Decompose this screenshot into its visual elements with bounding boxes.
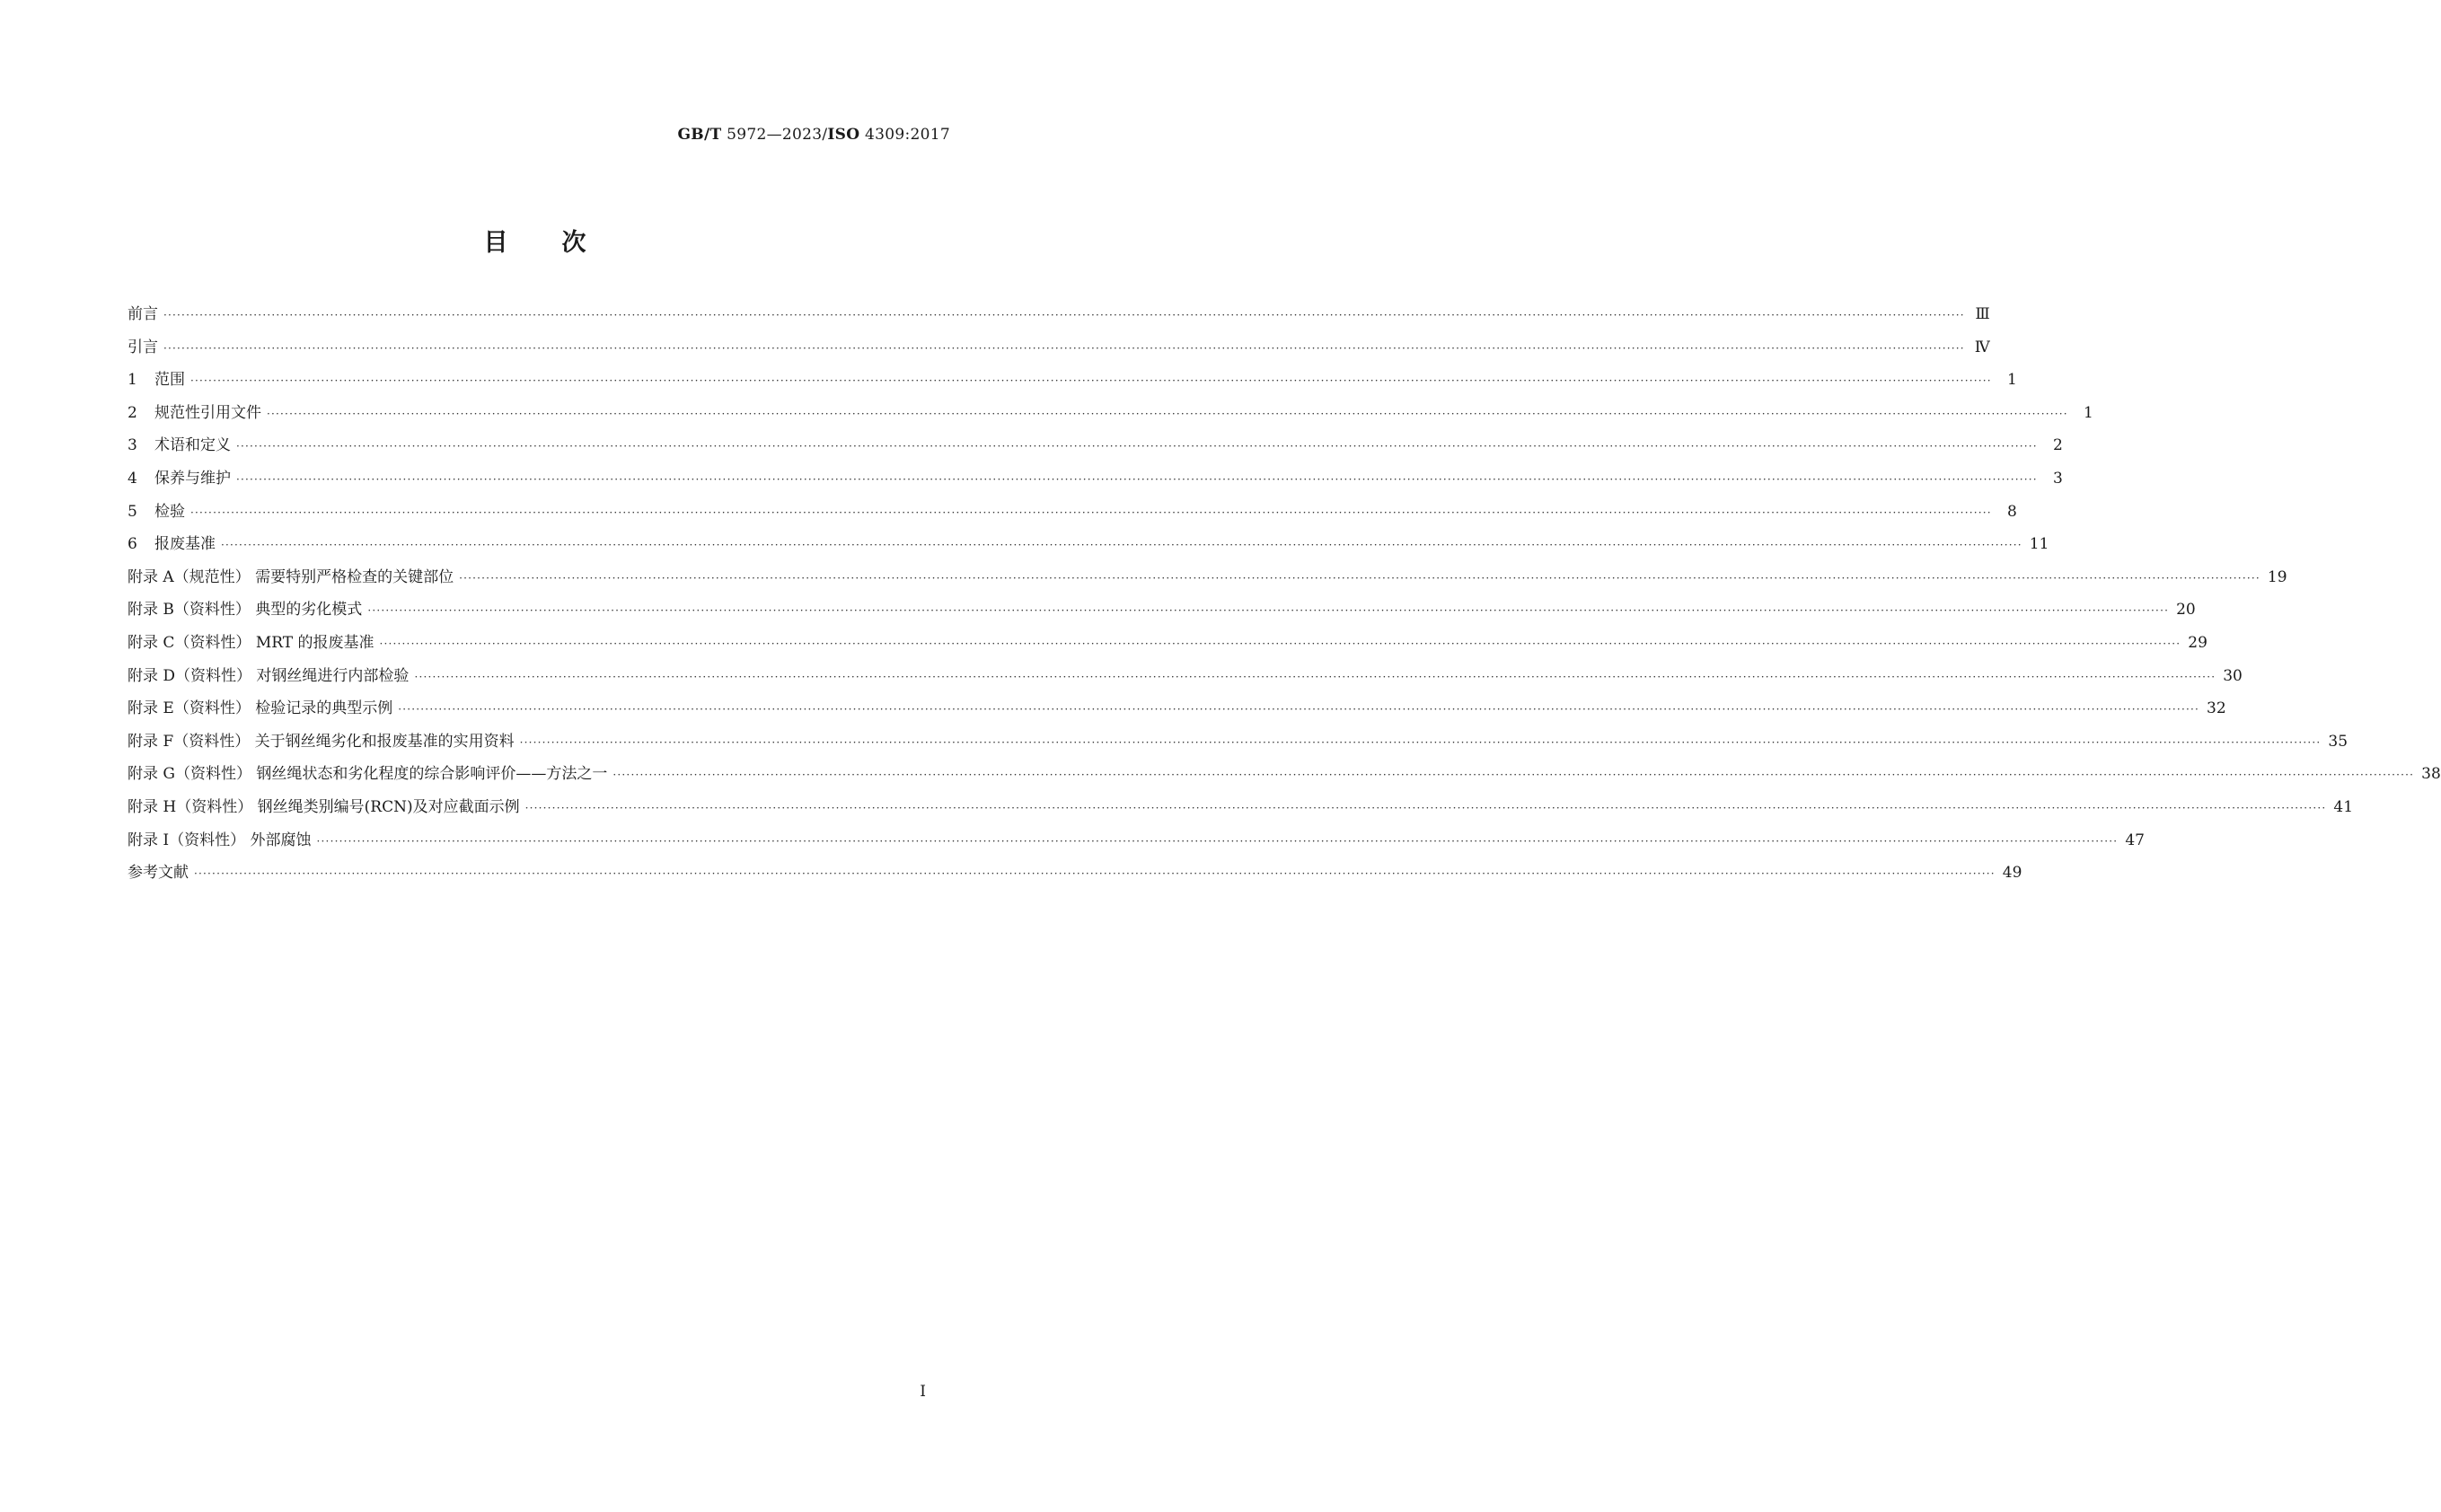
toc-entry-number: 4 [128,469,137,488]
toc-entry-page: 11 [2029,535,2049,554]
toc-entry-title: 报废基准 [154,535,216,554]
toc-entry-title: 规范性引用文件 [154,403,261,422]
toc-entry-title: 附录 A（规范性） 需要特别严格检查的关键部位 [128,567,454,586]
toc-leader-dots: ················································································································································································································································································································································································································ [163,341,1965,355]
toc-entry[interactable] [128,596,2196,629]
toc-entry-page: 49 [2002,864,2022,883]
toc-entry-page: 19 [2267,567,2287,586]
toc-leader-dots: ················································································································································································································································································································································································································ [236,440,2038,453]
toc-leader-dots: ················································································································································································································································································································································································································ [459,571,2260,585]
toc-leader-dots: ················································································································································································································································································································································································································ [367,604,2170,618]
toc-entry-label [128,366,190,389]
toc-leader-dots: ················································································································································································································································································································································································································ [236,472,2038,486]
toc-entry-page: 1 [2083,403,2093,422]
toc-entry-title: 前言 [128,305,158,323]
toc-entry-label [128,794,525,816]
toc-entry-page: Ⅳ [1974,338,1990,356]
toc-entry-number: 5 [128,502,137,521]
toc-entry[interactable] [128,366,2017,400]
toc-entry[interactable] [128,859,2022,892]
toc-entry-page: 38 [2421,765,2441,784]
toc-entry[interactable] [128,827,2145,860]
toc-entry[interactable] [128,400,2093,433]
toc-entry-label [128,695,398,717]
toc-entry[interactable] [128,695,2226,728]
toc-entry-label [128,827,317,849]
toc-entry-label [128,334,163,356]
toc-entry[interactable] [128,794,2354,827]
standard-code [677,126,950,144]
toc-entry[interactable] [128,432,2063,465]
toc-entry-page: 41 [2333,797,2354,816]
standard-code-body: 5972—2023/ [721,126,828,144]
toc-leader-dots: ················································································································································································································································································································································································································ [519,735,2322,749]
toc-leader-dots: ················································································································································································································································································································································································································ [612,769,2415,782]
toc-entry-title: 保养与维护 [154,469,231,488]
toc-entry-page: 2 [2052,436,2063,455]
toc-entry-title: 附录 F（资料性） 关于钢丝绳劣化和报废基准的实用资料 [128,732,515,751]
toc-leader-dots: ················································································································································································································································································································································································································ [163,309,1965,321]
toc-leader-dots: ················································································································································································································································································································································································································ [316,834,2119,848]
page-title: 目次 [483,229,640,257]
toc-entry[interactable] [128,334,1990,367]
toc-entry-page: 3 [2052,469,2063,488]
toc-entry[interactable] [128,498,2017,532]
standard-code-prefix: GB/T [677,126,722,144]
toc-entry-label [128,596,367,619]
toc-entry-number: 6 [128,535,137,554]
toc-entry-page: 30 [2223,666,2243,685]
toc-entry-title: 检验 [154,502,185,521]
table-of-contents [128,301,2441,892]
toc-entry-label [128,629,379,652]
toc-entry-label [128,859,194,882]
toc-entry-label [128,400,267,422]
toc-entry[interactable] [128,760,2441,794]
toc-entry[interactable] [128,531,2049,564]
toc-entry-title: 附录 I（资料性） 外部腐蚀 [128,831,312,849]
toc-entry[interactable] [128,301,1990,334]
standard-code-iso: ISO [827,126,860,144]
toc-entry-number: 2 [128,403,137,422]
toc-entry-title: 参考文献 [128,864,189,883]
toc-entry-title: 附录 B（资料性） 典型的劣化模式 [128,601,363,620]
toc-entry-title: 术语和定义 [154,436,231,455]
toc-entry-label [128,760,612,783]
toc-leader-dots: ················································································································································································································································································································································································································ [524,801,2327,814]
toc-entry-label [128,465,236,488]
toc-entry[interactable] [128,564,2287,597]
toc-entry-label [128,663,414,685]
toc-entry-label [128,432,236,454]
toc-leader-dots: ················································································································································································································································································································································································································ [190,505,1992,519]
standard-code-iso-number: 4309:2017 [859,126,950,144]
toc-leader-dots: ················································································································································································································································································································································································································ [194,867,1996,881]
toc-entry-label [128,564,459,586]
toc-leader-dots: ················································································································································································································································································································································································································ [267,407,2068,420]
toc-entry[interactable] [128,465,2063,498]
toc-entry-label [128,728,520,751]
toc-entry-page: 20 [2176,601,2196,620]
toc-entry-label [128,531,221,553]
toc-leader-dots: ················································································································································································································································································································································································································ [190,374,1992,388]
toc-entry-page: 35 [2328,732,2348,751]
toc-entry-page: 32 [2207,699,2226,718]
toc-leader-dots: ················································································································································································································································································································································································································ [379,637,2181,650]
page-number: I [920,1383,926,1401]
toc-entry-page: 47 [2125,831,2145,849]
toc-entry-title: 附录 E（资料性） 检验记录的典型示例 [128,699,393,718]
toc-entry-title: 附录 D（资料性） 对钢丝绳进行内部检验 [128,666,410,685]
toc-entry-title: 引言 [128,338,158,356]
toc-entry[interactable] [128,728,2348,761]
toc-entry-number: 1 [128,371,137,390]
toc-entry-title: 附录 C（资料性） MRT 的报废基准 [128,633,375,652]
toc-entry-page: Ⅲ [1975,305,1990,323]
toc-entry-label [128,301,163,323]
toc-entry-title: 附录 H（资料性） 钢丝绳类别编号(RCN)及对应截面示例 [128,797,520,816]
toc-entry-number: 3 [128,436,137,455]
toc-entry[interactable] [128,663,2243,696]
toc-entry-title: 范围 [154,371,185,390]
toc-leader-dots: ················································································································································································································································································································································································································ [398,703,2199,716]
toc-entry[interactable] [128,629,2207,663]
toc-entry-page: 29 [2188,633,2207,652]
toc-leader-dots: ················································································································································································································································································································································································································ [414,670,2216,683]
toc-entry-label [128,498,190,521]
toc-leader-dots: ················································································································································································································································································································································································································ [221,539,2022,552]
toc-entry-page: 1 [2006,371,2017,390]
toc-entry-title: 附录 G（资料性） 钢丝绳状态和劣化程度的综合影响评价——方法之一 [128,765,608,784]
toc-entry-page: 8 [2006,502,2017,521]
